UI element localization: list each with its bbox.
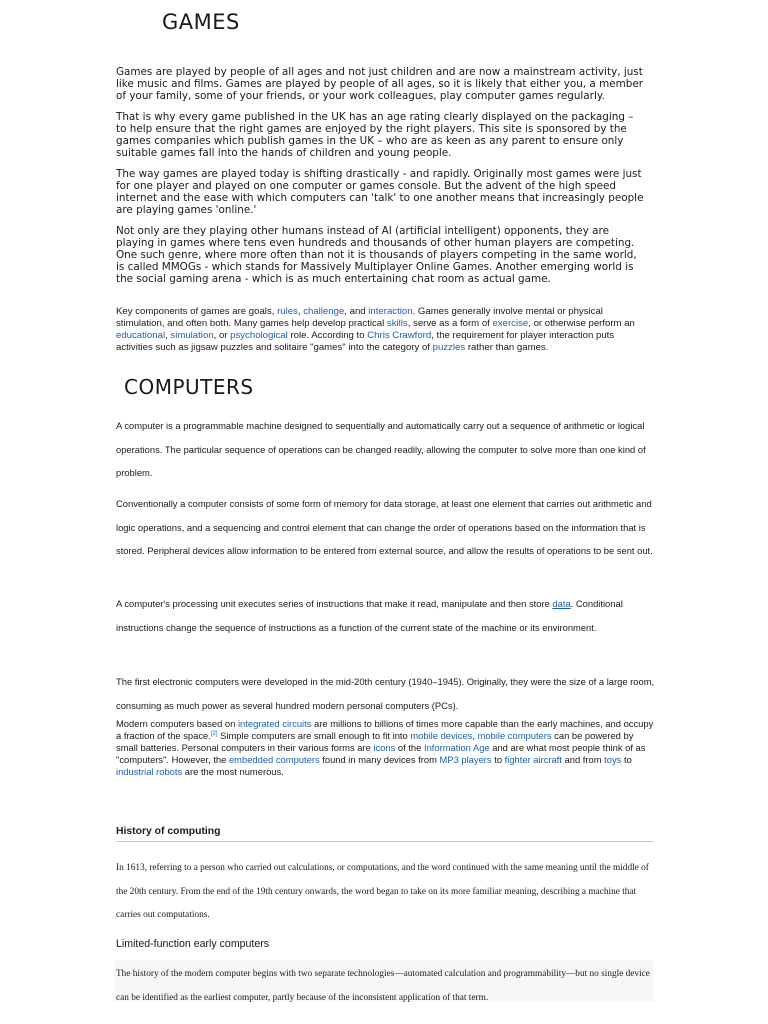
text-run: , xyxy=(472,730,478,741)
link-interaction[interactable]: interaction xyxy=(368,306,413,317)
games-paragraph-3: The way games are played today is shifting drastically - and rapidly. Originally most games were just for one player and played on one computer or games console. But the advent of the high speed internet and the ease with which computers can 'talk' to one another means that increasingly people are playing games 'online.' xyxy=(116,168,644,216)
early-computers-paragraph: The history of the modern computer begins with two separate technologies—automated calculation and programmability—but no single device can be identified as the earliest computer, partly because of the inconsistent application of that term. xyxy=(116,969,650,1003)
games-components-paragraph xyxy=(116,306,646,354)
text-run: , serve as a form of xyxy=(407,318,493,329)
text-run: of the xyxy=(395,742,424,753)
link-psychological[interactable]: psychological xyxy=(230,330,288,341)
link-mobile-computers[interactable]: mobile computers xyxy=(477,730,552,741)
link-educational[interactable]: educational xyxy=(116,330,166,341)
computers-paragraph-3-block xyxy=(116,592,656,639)
computers-paragraph-4: The first electronic computers were developed in the mid-20th century (1940–1945). Originally, they were the size of a large room, consuming as much power as several hundred modern personal computers (PCs). xyxy=(116,676,655,711)
games-paragraph-2: That is why every game published in the UK has an age rating clearly displayed on the packaging – to help ensure that the right games are enjoyed by the right players. This site is sponsored by the games companies which publish games in the UK – who are as keen as any parent to ensure only suitable games fall into the hands of children and young people. xyxy=(116,111,634,159)
text-run: A computer's processing unit executes series of instructions that make it read, manipulate and then store xyxy=(116,598,553,609)
text-run: and are what most people think of as "computers". However, the xyxy=(116,742,646,765)
text-run: Simple computers are small enough to fit into xyxy=(217,730,411,741)
link-data[interactable]: data xyxy=(552,598,571,609)
computers-paragraph-4-block xyxy=(116,670,656,717)
text-run: Modern computers based on xyxy=(116,718,238,729)
history-heading: History of computing xyxy=(116,826,221,837)
text-run: , and xyxy=(344,306,369,317)
text-run: , xyxy=(297,306,304,317)
link-simulation[interactable]: simulation xyxy=(170,330,214,341)
text-run: , the requirement for player interaction puts activities such as jigsaw puzzles and solitaire "games" into the category of xyxy=(116,330,615,353)
link-embedded-computers[interactable]: embedded computers xyxy=(228,754,320,765)
text-run: to xyxy=(621,754,632,765)
link-rules[interactable]: rules xyxy=(277,306,298,317)
games-heading: GAMES xyxy=(162,10,240,34)
link-icons[interactable]: icons xyxy=(373,742,396,753)
link-skills[interactable]: skills xyxy=(386,318,408,329)
link-industrial-robots[interactable]: industrial robots xyxy=(116,766,183,777)
link-fighter-aircraft[interactable]: fighter aircraft xyxy=(504,754,562,765)
text-run: Key components of games are goals, xyxy=(116,306,278,317)
text-run: rather than games. xyxy=(465,342,549,353)
text-run: . Conditional instructions change the sequence of instructions as a function of the current state of the machine or its environment. xyxy=(116,598,623,633)
link-toys[interactable]: toys xyxy=(604,754,622,765)
text-run: . Games generally involve mental or physical stimulation, and often both. Many games help develop practical xyxy=(116,306,603,329)
link-challenge[interactable]: challenge xyxy=(303,306,345,317)
early-computers-heading: Limited-function early computers xyxy=(116,938,270,950)
games-paragraph-1: Games are played by people of all ages and not just children and are now a mainstream activity, just like music and films. Games are played by people of all ages, so it is likely that either you, a member of your family, some of your friends, or your work colleagues, play computer games regularly. xyxy=(116,66,643,102)
history-divider xyxy=(116,841,653,842)
text-run: to xyxy=(491,754,505,765)
reference-link[interactable]: [2] xyxy=(210,730,218,737)
link-chris-crawford[interactable]: Chris Crawford xyxy=(367,330,432,341)
text-run: , or xyxy=(213,330,231,341)
link-mobile-devices[interactable]: mobile devices xyxy=(410,730,473,741)
games-paragraph-4: Not only are they playing other humans instead of AI (artificial intelligent) opponents, they are playing in games where tens even hundreds and thousands of other human players are competing. One such genre, where more often than not it is thousands of players competing in the same world, is called MMOGs - which stands for Massively Multiplayer Online Games. Another emerging world is the social gaming arena - which is as much entertaining chat room as actual game. xyxy=(116,225,637,285)
text-run: are millions to billions of times more capable than the early machines, and occupy a fraction of the space. xyxy=(116,718,654,741)
text-run: are the most numerous. xyxy=(182,766,284,777)
computers-paragraph-3 xyxy=(116,592,656,639)
text-run: can be powered by small batteries. Personal computers in their various forms are xyxy=(116,730,634,753)
link-integrated-circuits[interactable]: integrated circuits xyxy=(237,718,312,729)
link-information-age[interactable]: Information Age xyxy=(423,742,490,753)
modern-computers-paragraph xyxy=(116,718,656,778)
games-components-section xyxy=(116,306,646,354)
computers-paragraph-1: A computer is a programmable machine designed to sequentially and automatically carry out a sequence of arithmetic or logical operations. The particular sequence of operations can be changed readily, allowing the computer to solve more than one kind of problem. xyxy=(116,420,646,478)
computers-paragraph-2-block xyxy=(116,492,656,563)
link-exercise[interactable]: exercise xyxy=(492,318,529,329)
games-section xyxy=(116,66,646,285)
computers-heading: COMPUTERS xyxy=(124,375,254,399)
computers-paragraph-2: Conventionally a computer consists of some form of memory for data storage, at least one element that carries out arithmetic and logic operations, and a sequencing and control element that can change the order of operations based on the information that is stored. Peripheral devices allow information to be entered from external source, and allow the results of operations to be sent out. xyxy=(116,498,653,556)
text-run: found in many devices from xyxy=(319,754,440,765)
text-run: , xyxy=(165,330,171,341)
link-mp3-players[interactable]: MP3 players xyxy=(439,754,492,765)
text-run: , or otherwise perform an xyxy=(528,318,635,329)
text-run: and from xyxy=(561,754,605,765)
link-puzzles[interactable]: puzzles xyxy=(432,342,466,353)
computers-paragraph-1-block xyxy=(116,414,656,485)
modern-computers-section xyxy=(116,718,656,778)
history-paragraph: In 1613, referring to a person who carried out calculations, or computations, and the word continued with the same meaning until the middle of the 20th century. From the end of the 19th century onwards, the word began to take on its more familiar meaning, describing a machine that carries out computations. xyxy=(116,863,649,920)
text-run: role. According to xyxy=(287,330,368,341)
